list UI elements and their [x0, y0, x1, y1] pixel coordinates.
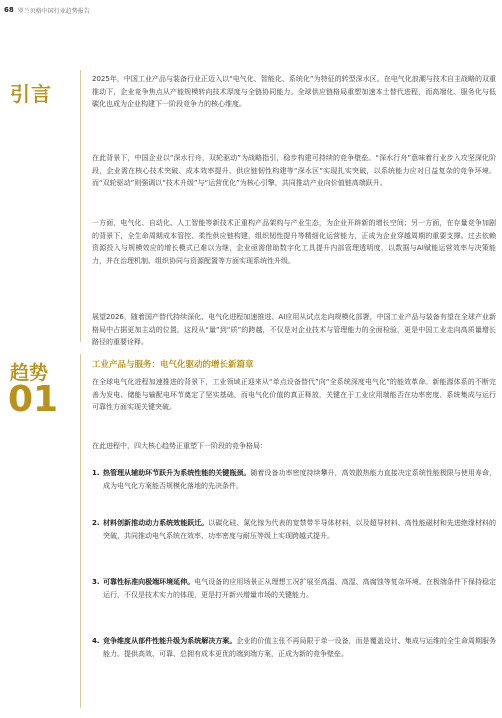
- intro-label: 引言: [10, 82, 52, 106]
- list-item-number: 2.: [92, 519, 100, 527]
- list-item-lead: 材料创新推动动力系统效能跃迁。: [103, 519, 209, 527]
- report-title: 罗兰贝格中国行业趋势报告: [17, 7, 90, 15]
- intro-paragraph: 在此背景下，中国企业以“深水行舟，双轮驱动”为战略指引，稳步构建可持续的竞争壁垒。“深水行舟”意味着行业步入攻坚深化阶段，企业需在核心技术突破、成本效率提升、供应链韧性构建等“深水区”实现扎实突破，以系统能力应对日益复杂的竞争环境。而“双轮驱动”则强调以“技术升级”与“运营优化”为核心引擎，共同推动产业向价值链高端跃升。: [92, 154, 496, 188]
- list-item-text: 随着设备功率密度持续攀升，高效散热能力直接决定系统性能极限与使用寿命，成为电气化方案能否规模化落地的先决条件。: [103, 469, 497, 490]
- list-item: [92, 517, 496, 542]
- intro-paragraph: 展望2026，随着国产替代持续深化、电气化进程加速推进、AI应用从试点走向规模化部署，中国工业产品与装备有望在全球产业新格局中占据更加主动的位置。这段从“量”到“质”的跨越，不仅是对企业技术与管理能力的全面检验，更是中国工业走向高质量增长路径的重要诠释。: [92, 313, 496, 347]
- trend-paragraph: 在此进程中，四大核心趋势正重塑下一阶段的竞争格局：: [92, 442, 267, 450]
- page-header: [4, 4, 90, 16]
- intro-paragraph: 一方面，电气化、自动化、人工智能等新技术正重构产品架构与产业生态，为企业开辟新的增长空间；另一方面，在存量竞争加剧的背景下，全生命周期成本管控、柔性供应链构建，组织韧性提升等精细化运营能力，正成为企业穿越周期的重要支撑。过去依赖资源投入与规模效应的增长模式已难以为继，企业亟需借助数字化工具提升内部管理透明度，以数据与AI赋能运营效率与决策能力，并在治理机制、组织协同与资源配置等方面实现系统性升级。: [92, 219, 496, 265]
- intro-paragraph: 2025年，中国工业产品与装备行业正迈入以“电气化、智能化、系统化”为特征的转型深水区。在电气化浪潮与技术自主战略的双重推动下，企业竞争焦点从产能规模转向技术厚度与全链协同能力。全球供应链格局重塑加速本土替代进程，而高端化、服务化与低碳化也成为企业构建下一阶段竞争力的核心维度。: [92, 75, 496, 109]
- section-heading: 工业产品与服务：电气化驱动的增长新篇章: [92, 360, 254, 370]
- trend-number: 01: [8, 379, 59, 420]
- list-item: [92, 635, 496, 660]
- trend-paragraph: 在全球电气化进程加速推进的背景下，工业领域正迎来从“单点设备替代”向“全系统深度电气化”的能效革命。新能源体系的不断完善为发电、储能与输配电环节奠定了坚实基础，而电气化价值的真正释放，关键在于工业应用端能否在功率密度、系统集成与运行可靠性方面实现关键突破。: [92, 378, 496, 412]
- list-item-number: 3.: [92, 578, 100, 586]
- list-item-text: 电气设备的应用场景正从理想工况扩展至高温、高湿、高腐蚀等复杂环境。在极端条件下保持稳定运行，不仅是技术实力的体现，更是打开新兴增量市场的关键能力。: [103, 578, 497, 599]
- list-item-text: 企业的价值主张不再局限于单一设备，而是覆盖设计、集成与运维的全生命周期服务能力。提供高效、可靠、总拥有成本更优的端到端方案，正成为新的竞争壁垒。: [103, 637, 497, 658]
- page-number: 68: [4, 6, 14, 14]
- intro-divider: [80, 70, 81, 342]
- list-item-lead: 竞争维度从部件性能升级为系统解决方案。: [103, 637, 237, 645]
- list-item: [92, 467, 496, 492]
- trend-label: 趋势: [10, 362, 49, 384]
- list-item: [92, 576, 496, 601]
- list-item-text: 以碳化硅、氮化镓为代表的宽禁带半导体材料，以及超导材料、高性能磁材和先进绝缘材料的突破，共同推动电气系统在效率、功率密度与耐压等级上实现跨越式提升。: [103, 519, 497, 540]
- trend-divider: [80, 354, 81, 708]
- list-item-number: 4.: [92, 637, 100, 645]
- list-item-number: 1.: [92, 469, 100, 477]
- list-item-lead: 热管理从辅助环节跃升为系统性能的关键瓶颈。: [103, 469, 251, 477]
- list-item-lead: 可靠性标准向极端环境延伸。: [103, 578, 195, 586]
